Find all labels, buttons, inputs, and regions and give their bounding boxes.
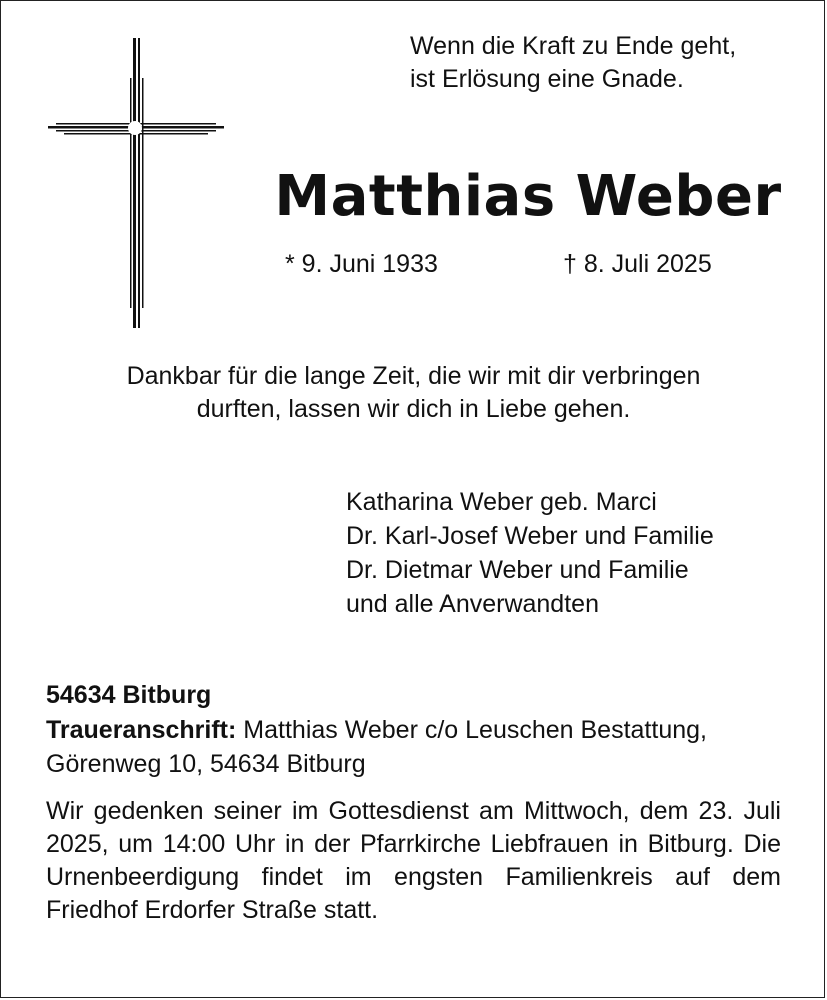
mourning-address <box>46 713 786 781</box>
location: 54634 Bitburg <box>46 681 212 709</box>
mourner: Dr. Karl-Josef Weber und Familie <box>346 522 714 550</box>
address-line: Matthias Weber c/o Leuschen Bestattung, <box>236 716 707 744</box>
quote-line: ist Erlösung eine Gnade. <box>410 65 684 93</box>
mourner: und alle Anverwandten <box>346 590 599 618</box>
birth-date: * 9. Juni 1933 <box>285 250 438 278</box>
quote-line: Wenn die Kraft zu Ende geht, <box>410 32 737 60</box>
gratitude-line: Dankbar für die lange Zeit, die wir mit dir verbringen <box>126 362 701 390</box>
deceased-name: Matthias Weber <box>274 164 782 229</box>
gratitude-text <box>30 360 797 426</box>
mourner: Dr. Dietmar Weber und Familie <box>346 556 689 584</box>
gratitude-line: durften, lassen wir dich in Liebe gehen. <box>196 395 631 423</box>
service-text: Wir gedenken seiner im Gottesdienst am Mittwoch, dem 23. Juli 2025, um 14:00 Uhr in der Pfarrkirche Liebfrauen in Bitburg. Die Urnenbeerdigung findet im engsten Familienkreis auf dem Friedhof Erdorfer Straße statt. <box>46 797 781 924</box>
address-label: Traueranschrift: <box>46 716 237 744</box>
mourners-list <box>346 485 806 621</box>
mourner: Katharina Weber geb. Marci <box>346 488 657 516</box>
address-line: Görenweg 10, 54634 Bitburg <box>46 750 366 778</box>
cross-icon <box>44 38 226 328</box>
quote <box>410 30 810 96</box>
death-date: † 8. Juli 2025 <box>563 250 712 278</box>
